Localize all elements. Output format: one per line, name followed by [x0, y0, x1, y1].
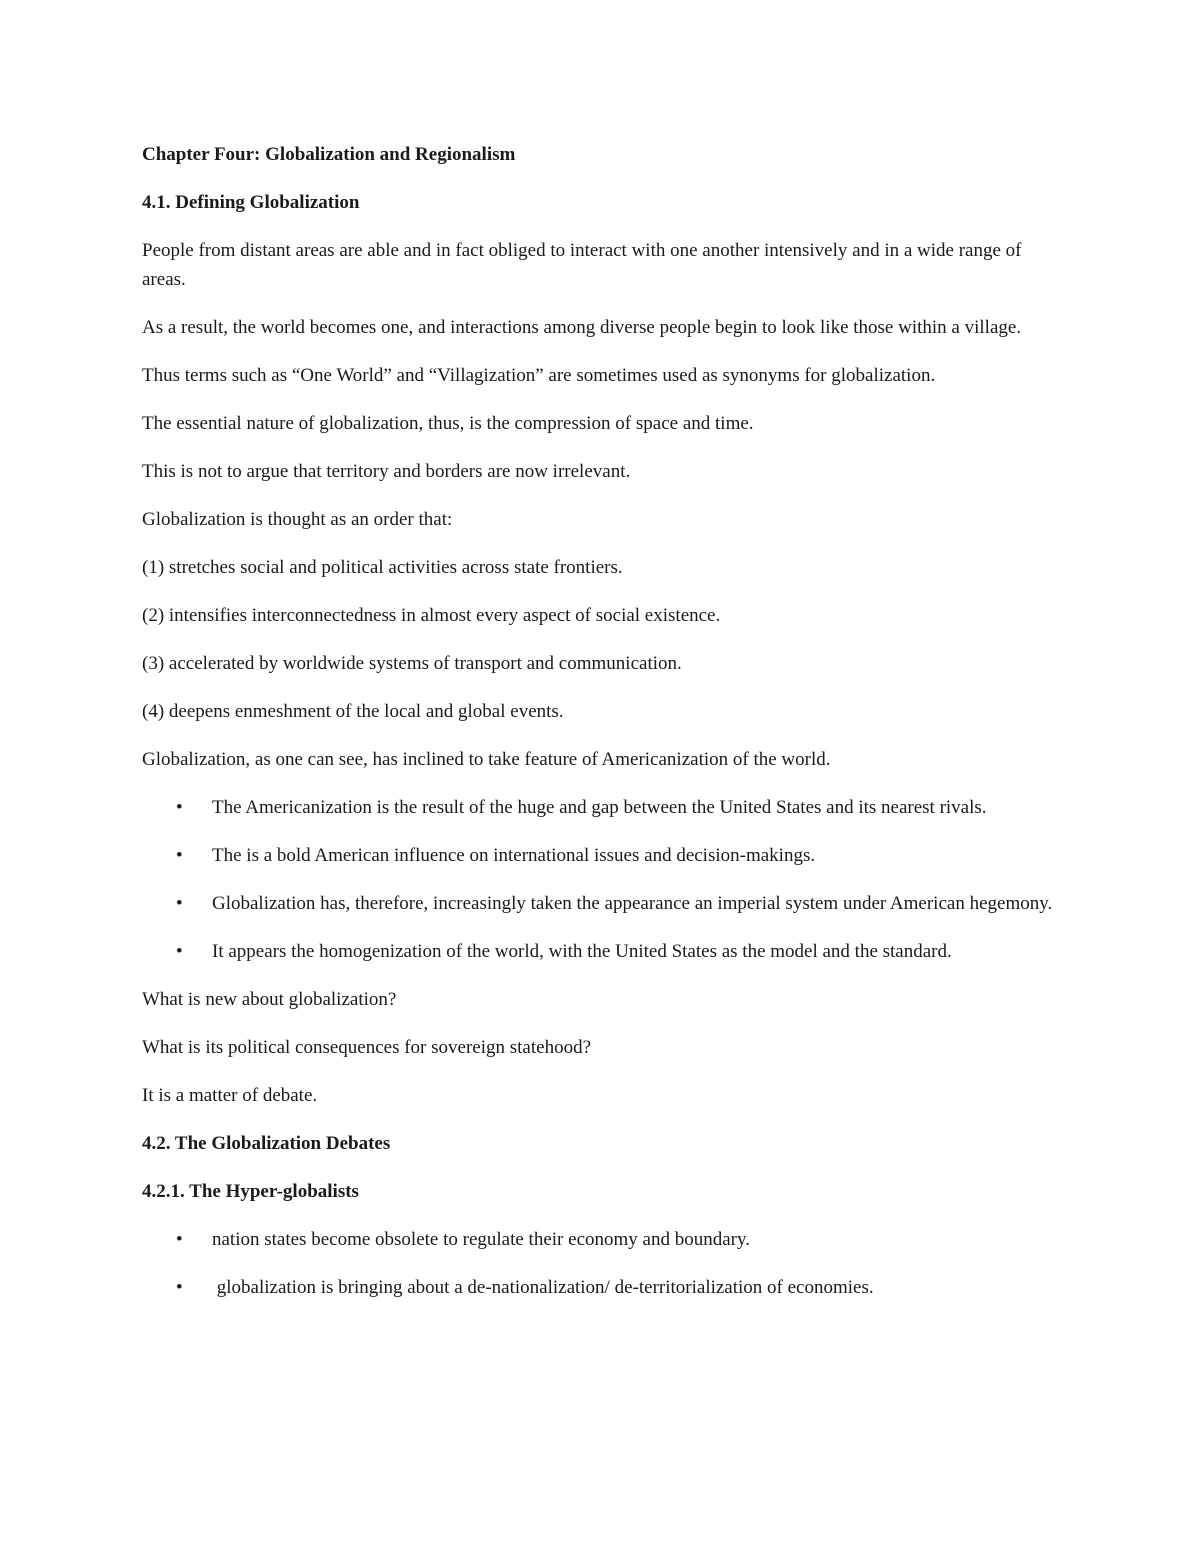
bullet-item: [142, 937, 1062, 966]
paragraph: As a result, the world becomes one, and interactions among diverse people begin to look like those within a village.: [142, 317, 1022, 338]
bullet-text: globalization is bringing about a de-nationalization/ de-territorialization of economies.: [212, 1277, 874, 1298]
bullet-icon: •: [176, 797, 183, 818]
bullet-icon: •: [176, 941, 183, 962]
section-heading-4-2: 4.2. The Globalization Debates: [142, 1133, 391, 1154]
bullet-icon: •: [176, 1229, 183, 1250]
paragraph: The essential nature of globalization, thus, is the compression of space and time.: [142, 413, 754, 434]
bullet-item: [142, 841, 1062, 870]
paragraph: Globalization, as one can see, has inclined to take feature of Americanization of the world.: [142, 749, 831, 770]
bullet-icon: •: [176, 845, 183, 866]
americanization-bullet-list: [142, 793, 1062, 966]
section-heading-4-1: 4.1. Defining Globalization: [142, 192, 360, 213]
document-body: [142, 140, 1062, 1321]
bullet-icon: •: [176, 893, 183, 914]
paragraph: Globalization is thought as an order that:: [142, 509, 453, 530]
numbered-point: (1) stretches social and political activities across state frontiers.: [142, 557, 623, 578]
bullet-text: nation states become obsolete to regulate their economy and boundary.: [212, 1229, 750, 1250]
bullet-text: The Americanization is the result of the huge and gap between the United States and its nearest rivals.: [212, 797, 987, 818]
bullet-icon: •: [176, 1277, 183, 1298]
hyper-globalists-bullet-list: [142, 1225, 1062, 1302]
bullet-text: It appears the homogenization of the world, with the United States as the model and the standard.: [212, 941, 952, 962]
paragraph: This is not to argue that territory and borders are now irrelevant.: [142, 461, 631, 482]
numbered-point: (3) accelerated by worldwide systems of transport and communication.: [142, 653, 682, 674]
bullet-item: [142, 889, 1062, 918]
bullet-item: [142, 793, 1062, 822]
question-paragraph: What is new about globalization?: [142, 989, 397, 1010]
chapter-title: Chapter Four: Globalization and Regionalism: [142, 144, 516, 165]
numbered-point: (2) intensifies interconnectedness in almost every aspect of social existence.: [142, 605, 721, 626]
question-paragraph: What is its political consequences for sovereign statehood?: [142, 1037, 592, 1058]
paragraph: Thus terms such as “One World” and “Villagization” are sometimes used as synonyms for globalization.: [142, 365, 936, 386]
paragraph: It is a matter of debate.: [142, 1085, 318, 1106]
bullet-text: Globalization has, therefore, increasingly taken the appearance an imperial system under American hegemony.: [212, 893, 1053, 914]
bullet-item: [142, 1273, 1062, 1302]
bullet-item: [142, 1225, 1062, 1254]
paragraph: People from distant areas are able and in fact obliged to interact with one another intensively and in a wide range of areas.: [142, 240, 1022, 290]
subsection-heading-4-2-1: 4.2.1. The Hyper-globalists: [142, 1181, 359, 1202]
bullet-text: The is a bold American influence on international issues and decision-makings.: [212, 845, 816, 866]
numbered-point: (4) deepens enmeshment of the local and global events.: [142, 701, 564, 722]
